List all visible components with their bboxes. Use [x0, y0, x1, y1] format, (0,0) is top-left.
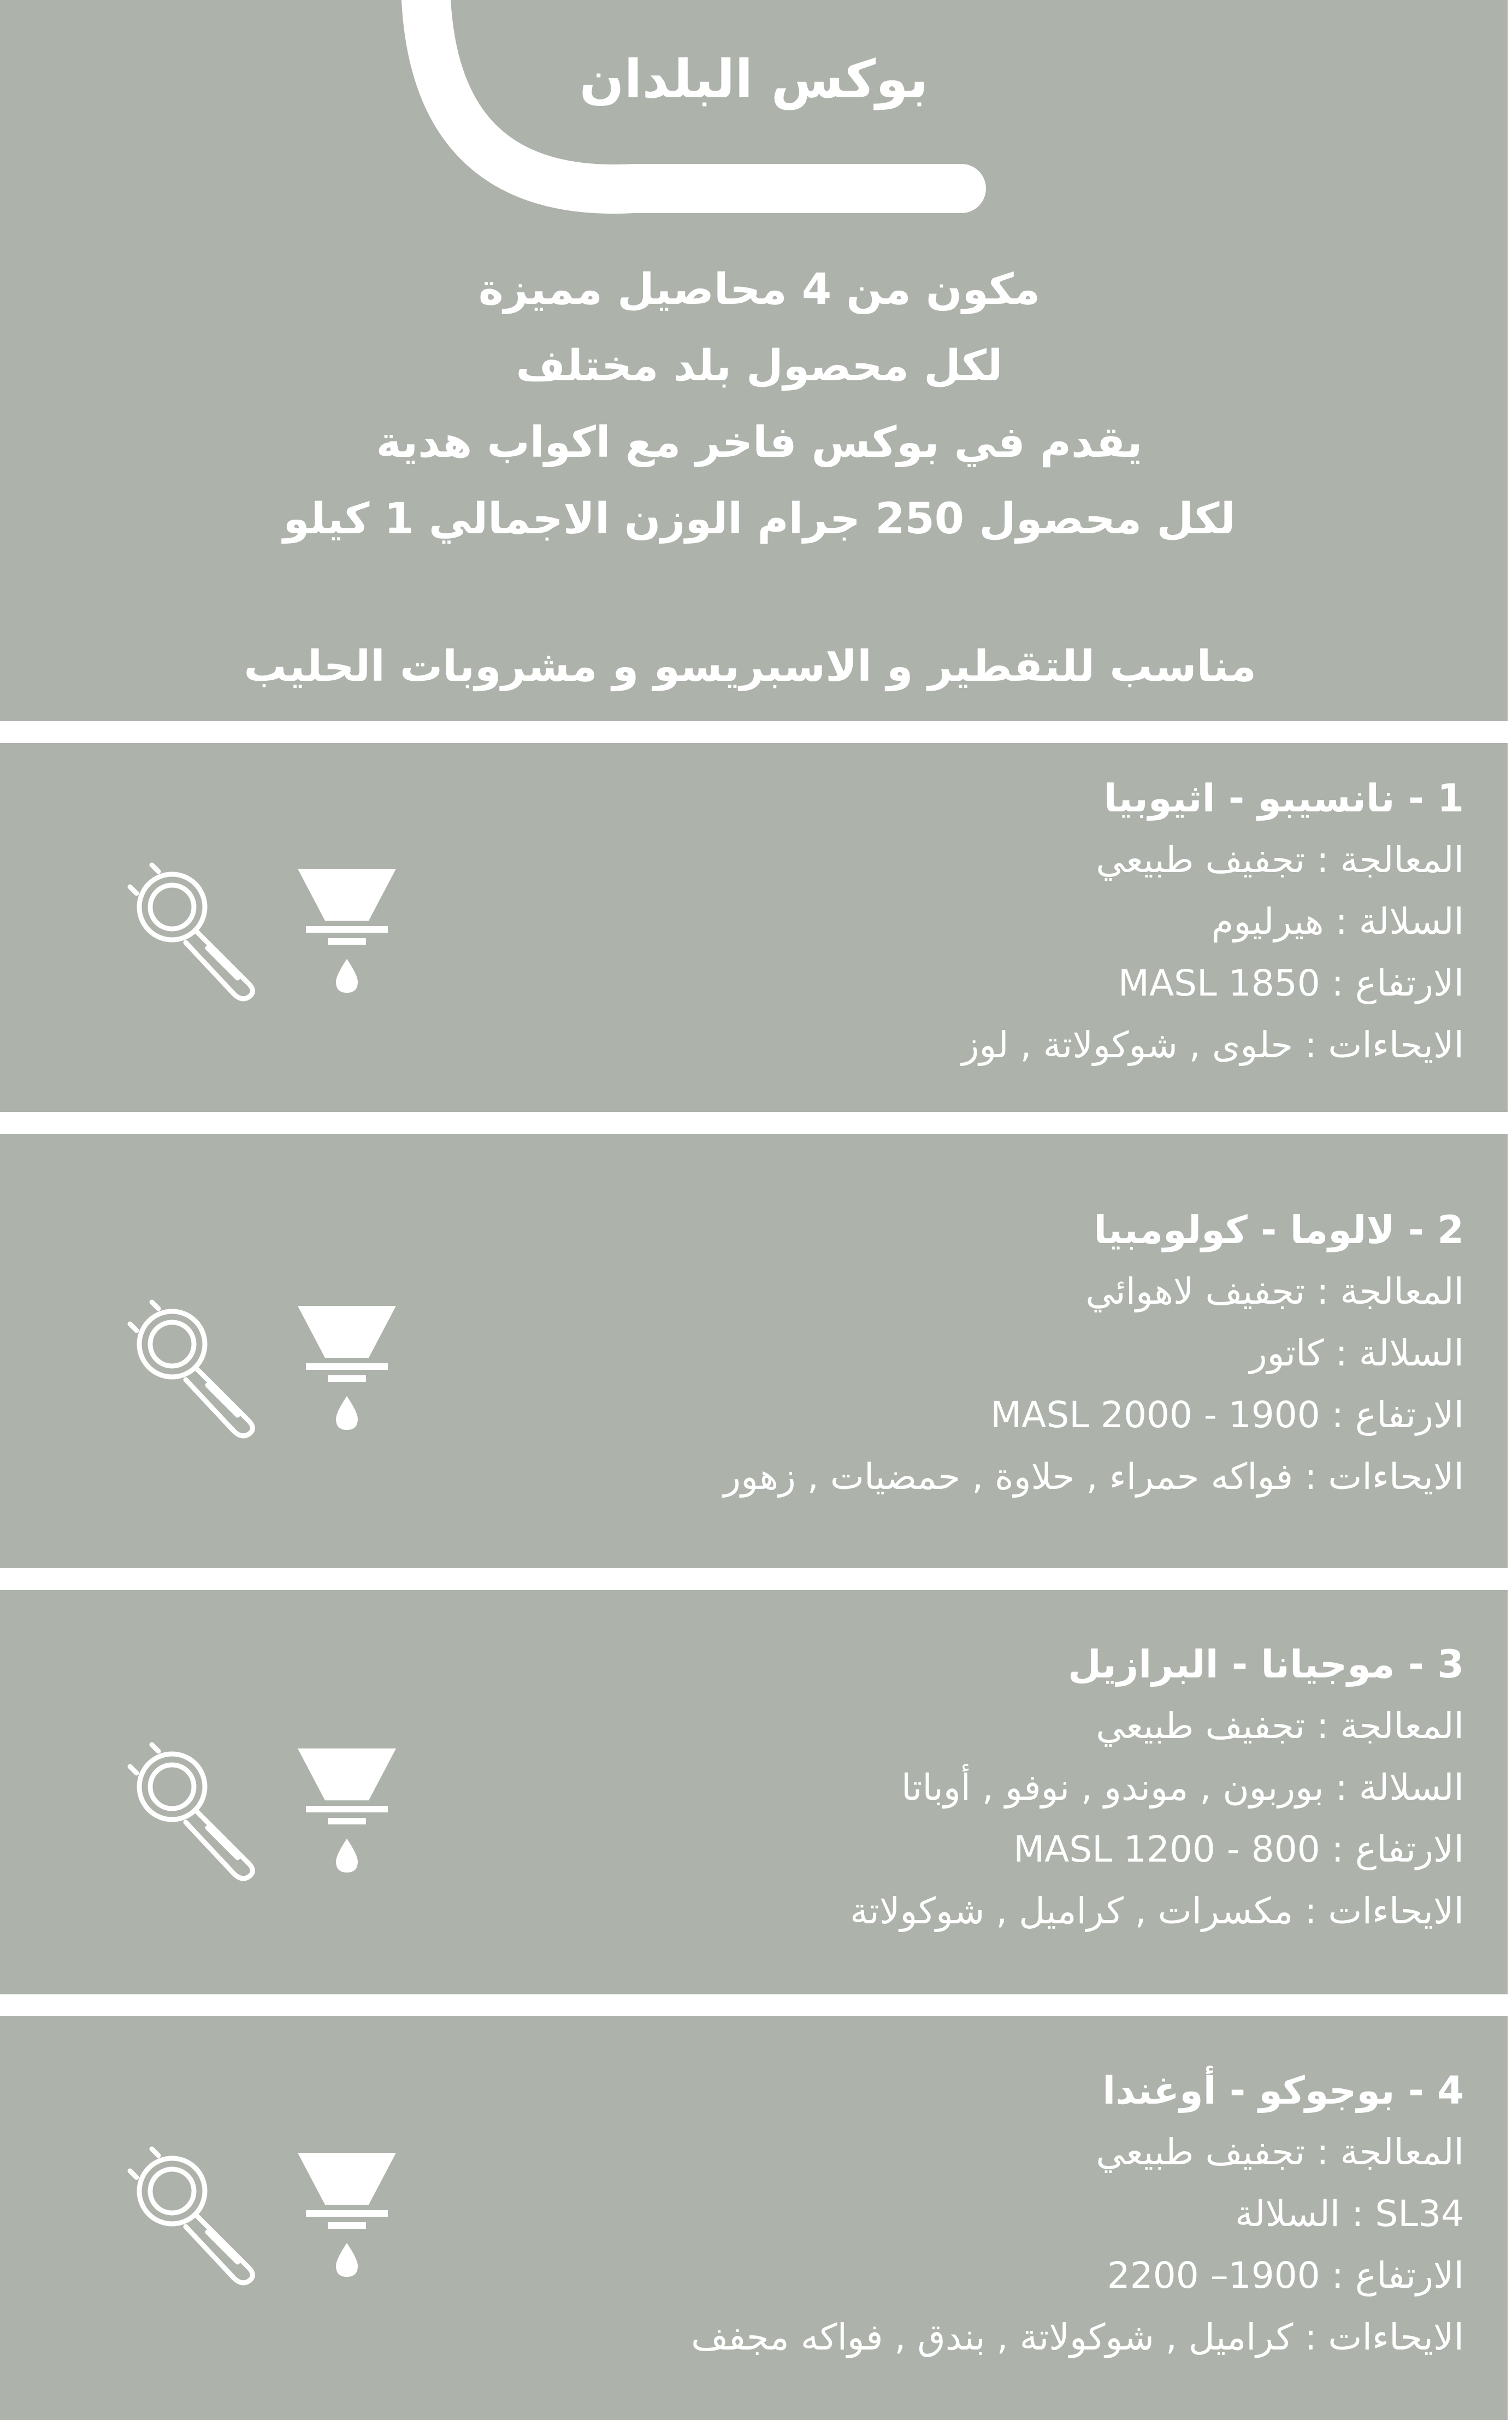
notes-row: الايحاءات : مكسرات , كراميل , شوكولاتة — [850, 1890, 1464, 1932]
description-line: لكل محصول بلد مختلف — [516, 341, 1003, 391]
processing-row: المعالجة : تجفيف طبيعي — [1096, 2131, 1464, 2173]
coffee-title: 2 - لالوما - كولومبيا — [1094, 1208, 1464, 1252]
coffee-card-4 — [0, 2016, 1508, 2420]
portafilter-icon — [126, 1740, 268, 1882]
variety-row: السلالة : كاتور — [1249, 1332, 1464, 1374]
notes-row: الايحاءات : كراميل , شوكولاتة , بندق , فواكه مجفف — [691, 2316, 1464, 2358]
box-description — [262, 251, 1256, 557]
pour-over-dripper-icon — [295, 866, 399, 997]
variety-row: السلالة : بوربون , موندو , نوفو , أوباتا — [901, 1767, 1464, 1809]
portafilter-icon — [126, 1298, 268, 1440]
processing-row: المعالجة : تجفيف طبيعي — [1096, 839, 1464, 881]
portafilter-icon — [126, 2145, 268, 2287]
coffee-title: 4 - بوجوكو - أوغندا — [1102, 2068, 1464, 2113]
brew-method-icons — [126, 2145, 410, 2287]
variety-row: SL34 : السلالة — [1235, 2193, 1464, 2235]
brew-method-icons — [126, 1298, 410, 1440]
coffee-title: 1 - نانسيبو - اثيوبيا — [1103, 776, 1464, 821]
suitable-for-text: مناسب للتقطير و الاسبريسو و مشروبات الحليب — [244, 642, 1256, 691]
pour-over-dripper-icon — [295, 2150, 399, 2281]
description-line: لكل محصول 250 جرام الوزن الاجمالي 1 كيلو — [283, 494, 1236, 544]
coffee-details — [426, 768, 1464, 1076]
description-line: مكون من 4 محاصيل مميزة — [478, 265, 1041, 314]
processing-row: المعالجة : تجفيف لاهوائي — [1085, 1270, 1464, 1312]
header-panel — [0, 0, 1508, 721]
variety-row: السلالة : هيرليوم — [1211, 900, 1464, 943]
altitude-row: الارتفاع : 800 - 1200 MASL — [1013, 1828, 1464, 1870]
processing-row: المعالجة : تجفيف طبيعي — [1096, 1705, 1464, 1747]
description-line: يقدم في بوكس فاخر مع اكواب هدية — [376, 418, 1143, 467]
brew-method-icons — [126, 1740, 410, 1882]
altitude-row: الارتفاع : 1900– 2200 — [1107, 2254, 1464, 2297]
altitude-row: الارتفاع : MASL 1850 — [1118, 962, 1464, 1004]
box-title: بوكس البلدان — [579, 49, 929, 110]
coffee-details — [426, 1634, 1464, 1942]
pour-over-dripper-icon — [295, 1746, 399, 1877]
altitude-row: الارتفاع : 1900 - 2000 MASL — [990, 1394, 1464, 1436]
pour-over-dripper-icon — [295, 1303, 399, 1434]
portafilter-icon — [126, 861, 268, 1003]
coffee-details — [426, 1199, 1464, 1508]
coffee-details — [426, 2060, 1464, 2368]
coffee-card-3 — [0, 1590, 1508, 1994]
brew-method-icons — [126, 861, 410, 1003]
coffee-card-2 — [0, 1134, 1508, 1568]
coffee-title: 3 - موجيانا - البرازيل — [1068, 1642, 1464, 1687]
notes-row: الايحاءات : فواكه حمراء , حلاوة , حمضيات , زهور — [723, 1456, 1464, 1498]
coffee-card-1 — [0, 743, 1508, 1112]
notes-row: الايحاءات : حلوى , شوكولاتة , لوز — [961, 1024, 1464, 1066]
